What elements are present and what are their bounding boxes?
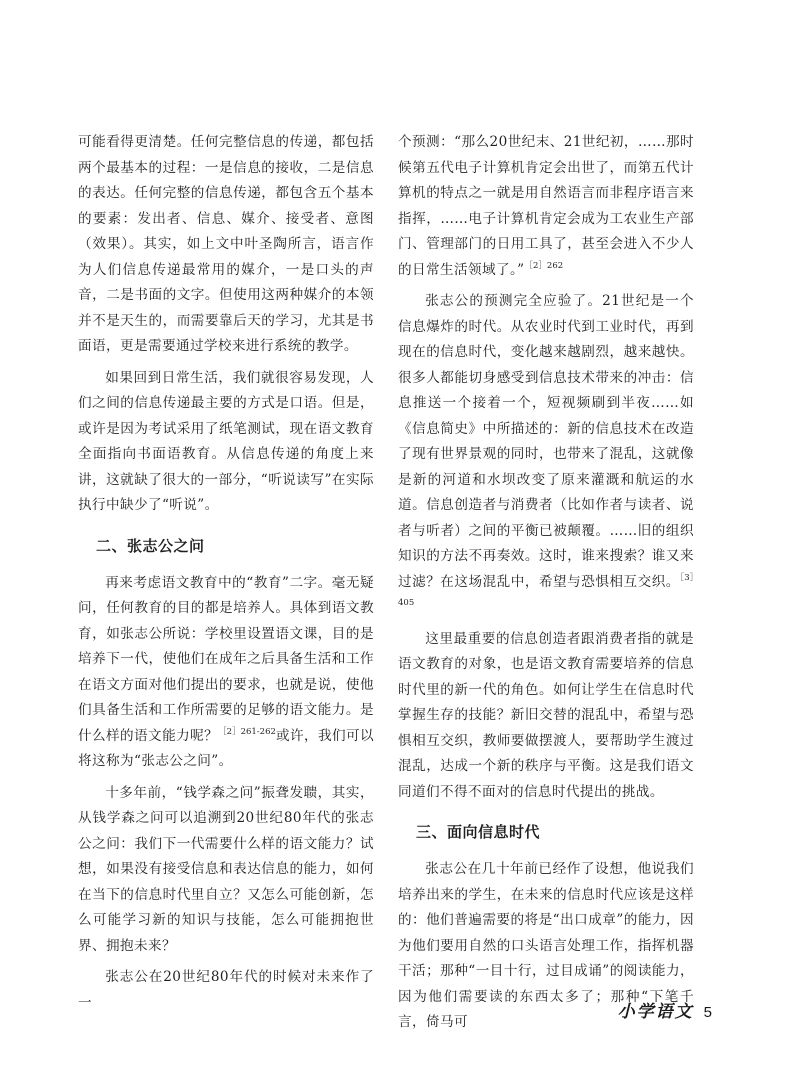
page-number: 5: [703, 1004, 712, 1021]
paragraph: 张志公在20世纪80年代的时候对未来作了一: [78, 969, 374, 1011]
right-column: [398, 130, 694, 1036]
paragraph: [398, 289, 694, 621]
section-heading: 三、面向信息时代: [416, 823, 541, 841]
citation-marker: ［2］261-262: [218, 726, 276, 737]
paragraph-text: 再来考虑语文教育中的“教育”二字。毫无疑问，任何教育的目的都是培养人。具体到语文教育，如张志公所说：学校里设置语文课，目的是培养下一代，使他们在成年之后具备生活和工作在语文方面对他们提出的要求，也就是说，使他们具备生活和工作所需要的足够的语文能力。是什么样的语文能力呢？: [78, 574, 374, 744]
paragraph: 张志公在几十年前已经作了设想，他说我们培养出来的学生，在未来的信息时代应该是这样的：他们普遍需要的将是“出口成章”的能力，因为他们要用自然的口头语言处理工作，指挥机器干活；那种“一目十行，过目成诵”的阅读能力，因为他们需要读的东西太多了；那种“下笔千言，倚马可: [398, 861, 694, 1030]
paragraph: 如果回到日常生活，我们就很容易发现，人们之间的信息传递最主要的方式是口语。但是，或许是因为考试采用了纸笔测试，现在语文教育全面指向书面语教育。从信息传递的角度上来讲，这就缺了很大的一部分，“听说读写”在实际执行中缺少了“听说”。: [78, 369, 374, 513]
page-footer: [618, 997, 712, 1022]
left-column: [78, 130, 374, 1016]
paragraph: 可能看得更清楚。任何完整信息的传递，都包括两个最基本的过程：一是信息的接收，二是信息的表达。任何完整的信息传递，都包含五个基本的要素：发出者、信息、媒介、接受者、意图（效果）。其实，如上文中叶圣陶所言，语言作为人们信息传递最常用的媒介，一是口头的声音，二是书面的文字。但使用这两种媒介的本领并不是天生的，而需要靠后天的学习，尤其是书面语，更是需要通过学校来进行系统的教学。: [78, 134, 374, 354]
paragraph-text: 张志公的预测完全应验了。21世纪是一个信息爆炸的时代。从农业时代到工业时代，再到现在的信息时代，变化越来越剧烈，越来越快。很多人都能切身感受到信息技术带来的冲击：信息推送一个接着一个，短视频刷到半夜……如《信息简史》中所描述的：新的信息技术在改造了现有世界景观的同时，也带来了混乱，这就像是新的河道和水坝改变了原来灌溉和航运的水道。信息创造者与消费者（比如作者与读者、说者与听者）之间的平衡已被颠覆。……旧的组织知识的方法不再奏效。这时，谁来搜索？谁又来过滤？在这场混乱中，希望与恐惧相互交织。: [398, 293, 694, 590]
paragraph: [398, 130, 694, 283]
paragraph-text: 或许，我们可以将这称为“张志公之问”。: [78, 727, 375, 769]
paragraph-text: 个预测：“那么20世纪末、21世纪初，……那时候第五代电子计算机肯定会出世了，而第五代计算机的特点之一就是用自然语言而非程序语言来指挥，……电子计算机肯定会成为工农业生产部门、管理部门的日用工具了，甚至会进入不少人的日常生活领域了。”: [398, 134, 694, 278]
paragraph: 这里最重要的信息创造者跟消费者指的就是语文教育的对象，也是语文教育需要培养的信息时代里的新一代的角色。如何让学生在信息时代掌握生存的技能？新旧交替的混乱中，希望与恐惧相互交织，教师要做摆渡人，要帮助学生渡过混乱，达成一个新的秩序与平衡。这是我们语文同道们不得不面对的信息时代提出的挑战。: [398, 630, 694, 800]
citation-marker: ［3］405: [398, 572, 694, 608]
journal-name: 小学语文: [617, 1002, 694, 1022]
paragraph: 十多年前，“钱学森之问”振聋发聩，其实，从钱学森之问可以追溯到20世纪80年代的张志公之问：我们下一代需要什么样的语文能力？试想，如果没有接受信息和表达信息的能力，如何在当下的信息时代里自立？又怎么可能创新，怎么可能学习新的知识与技能，怎么可能拥抱世界、拥抱未来？: [78, 784, 374, 954]
citation-marker: ［2］262: [524, 260, 564, 271]
section-heading: 二、张志公之问: [96, 536, 205, 555]
paragraph: [78, 571, 374, 775]
